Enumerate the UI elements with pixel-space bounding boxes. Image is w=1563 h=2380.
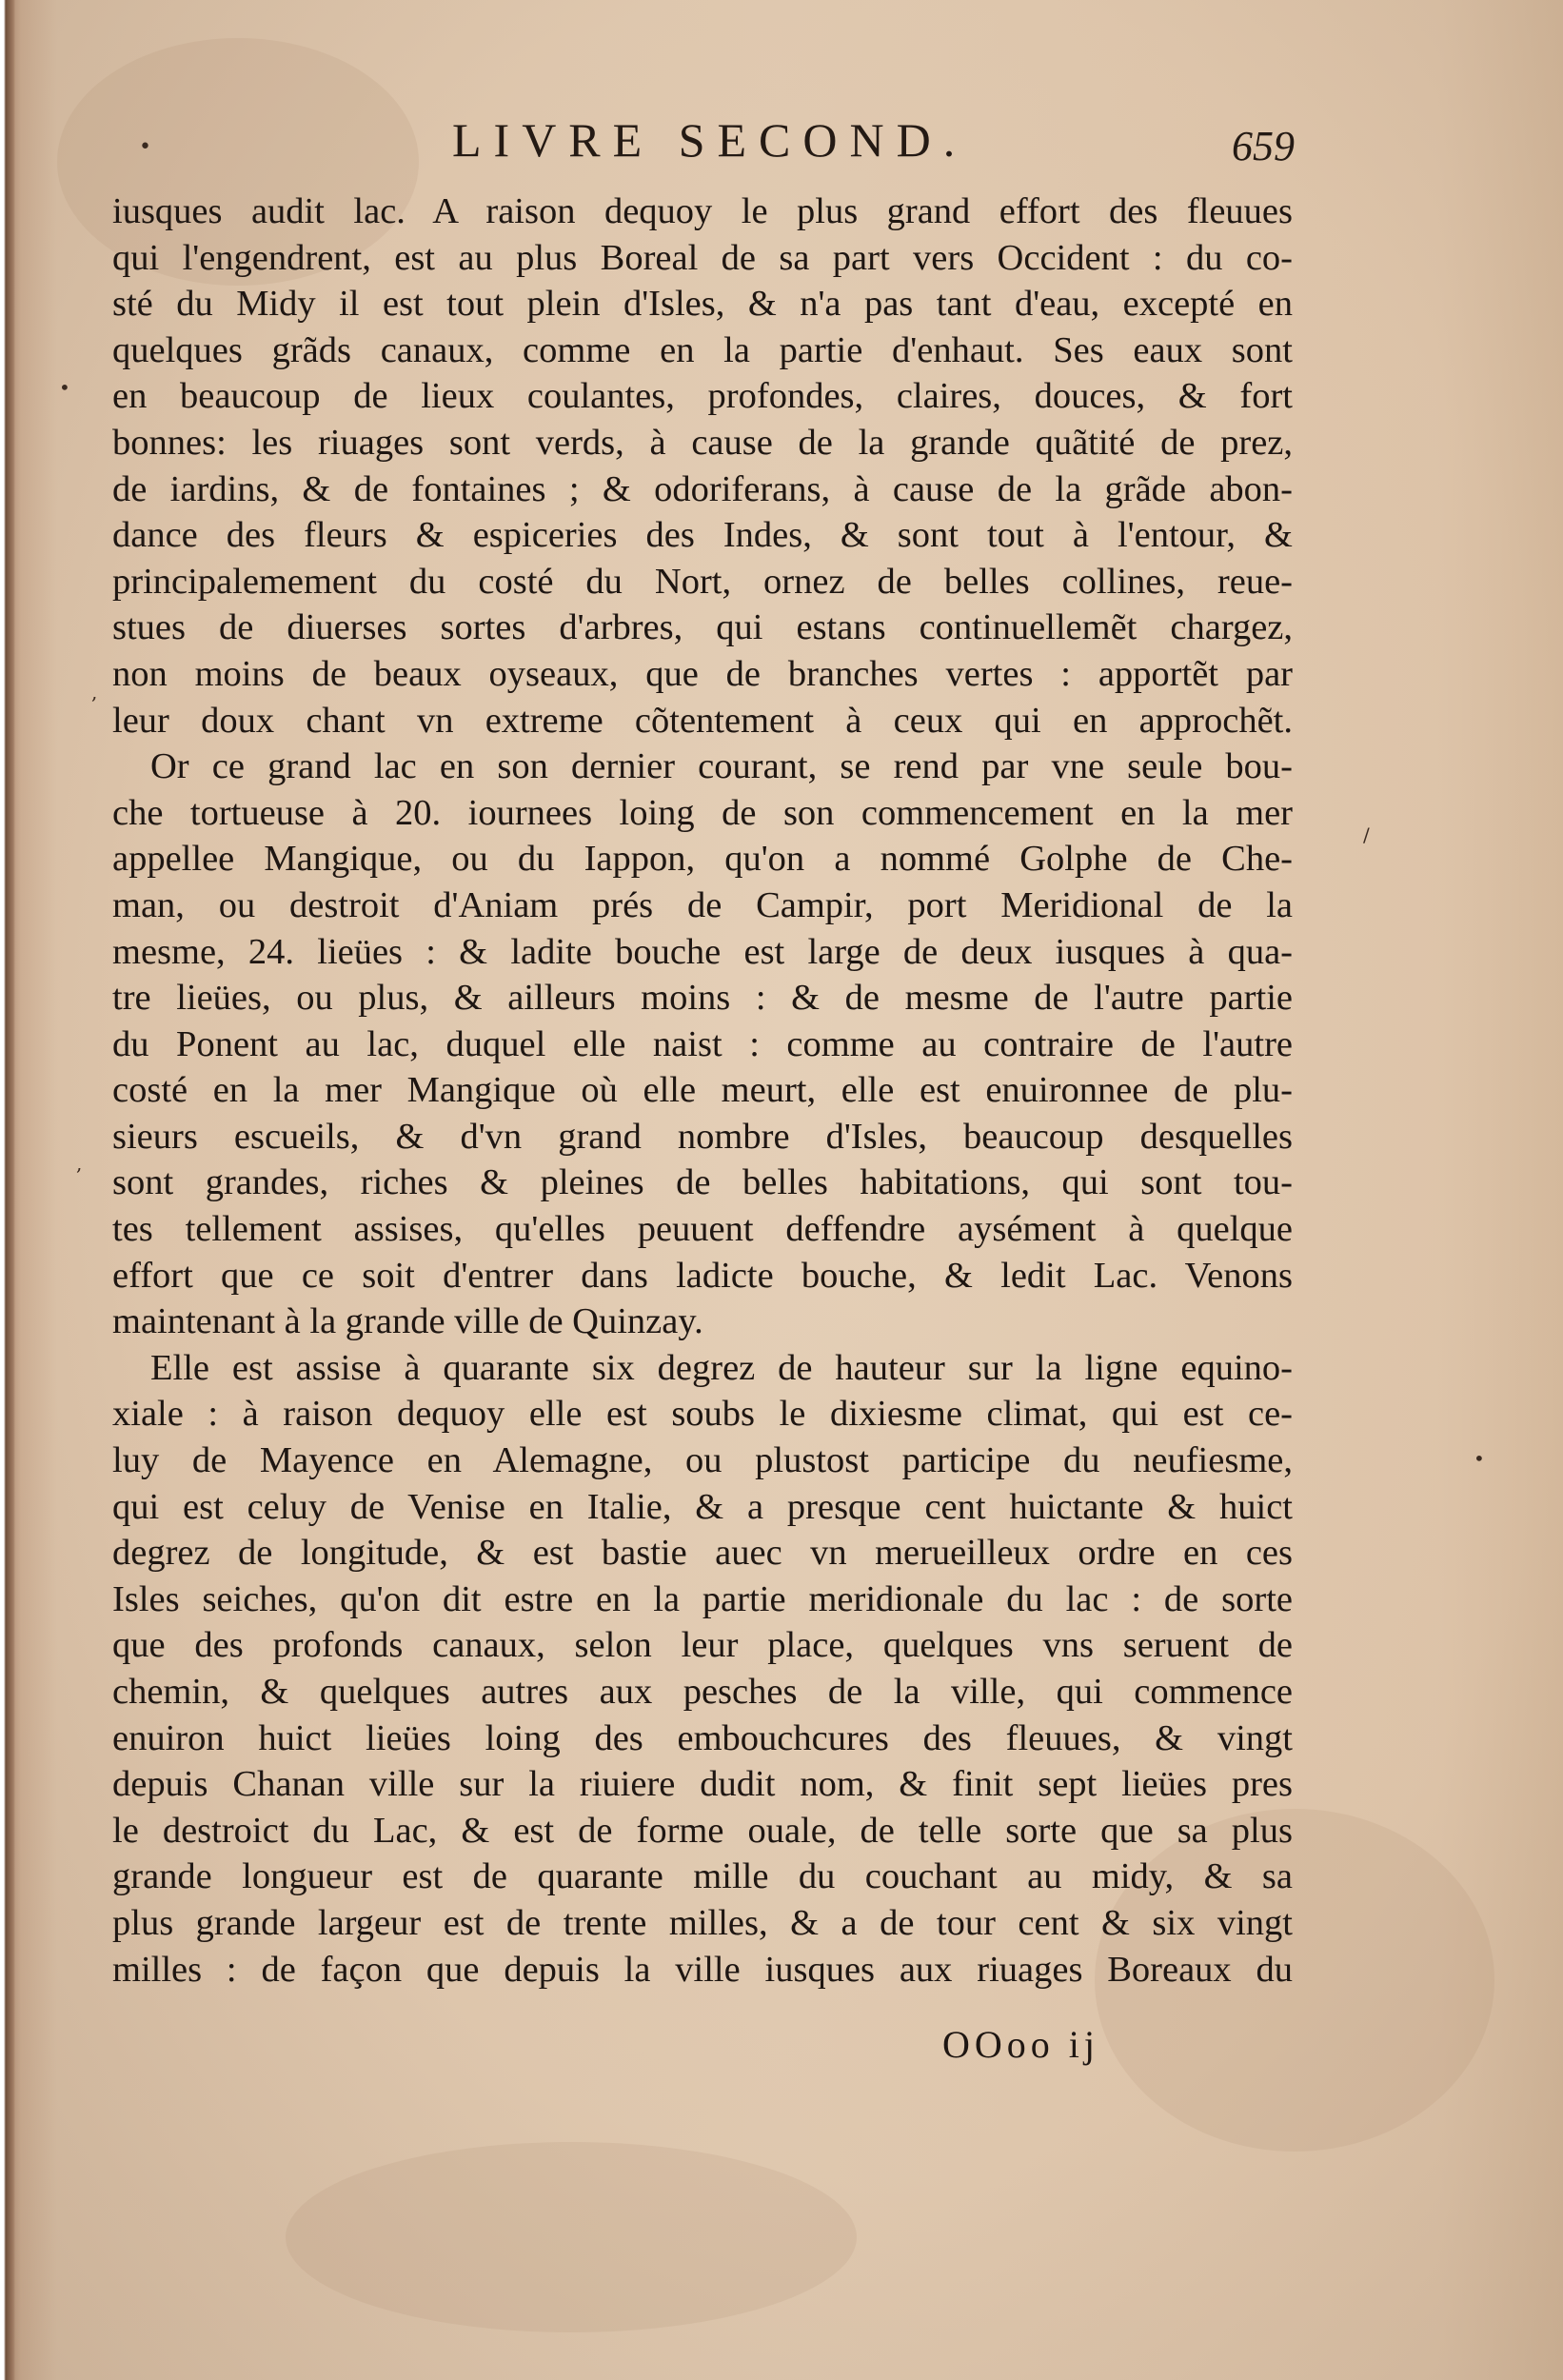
page-number: 659: [1232, 123, 1295, 169]
text-line: effort que ce soit d'entrer dans ladicte bouche, & ledit Lac. Venons: [112, 1255, 1293, 1296]
text-line: tre lieües, ou plus, & ailleurs moins : & de mesme de l'autre partie: [112, 978, 1293, 1019]
text-line: sté du Midy il est tout plein d'Isles, & n'a pas tant d'eau, excepté en: [112, 284, 1293, 325]
paragraph-start-line: Elle est assise à quarante six degrez de hauteur sur la ligne equino-: [150, 1347, 1293, 1388]
text-line: qui est celuy de Venise en Italie, & a presque cent huictante & huict: [112, 1486, 1293, 1527]
text-line: non moins de beaux oyseaux, que de branches vertes : apportẽt par: [112, 653, 1293, 694]
text-line: sont grandes, riches & pleines de belles habitations, qui sont tou-: [112, 1162, 1293, 1203]
text-line: bonnes: les riuages sont verds, à cause de la grande quãtité de prez,: [112, 422, 1293, 463]
text-line: iusques audit lac. A raison dequoy le plus grand effort des fleuues: [112, 191, 1293, 231]
ornament-dot: •: [139, 135, 151, 159]
margin-mark: ,: [76, 1152, 83, 1175]
text-line: de iardins, & de fontaines ; & odoriferans, à cause de la grãde abon-: [112, 468, 1293, 509]
margin-mark: •: [1474, 1447, 1485, 1470]
text-line: quelques grãds canaux, comme en la partie d'enhaut. Ses eaux sont: [112, 329, 1293, 370]
text-line: chemin, & quelques autres aux pesches de la ville, qui commence: [112, 1672, 1293, 1712]
text-line: que des profonds canaux, selon leur place, quelques vns seruent de: [112, 1625, 1293, 1666]
text-line: xiale : à raison dequoy elle est soubs le dixiesme climat, qui est ce-: [112, 1394, 1293, 1435]
running-head: LIVRE SECOND.: [452, 113, 968, 167]
text-line: stues de diuerses sortes d'arbres, qui estans continuellemẽt chargez,: [112, 607, 1293, 648]
text-line: mesme, 24. lieües : & ladite bouche est large de deux iusques à qua-: [112, 931, 1293, 972]
body-text: [112, 188, 1293, 1993]
text-line: dance des fleurs & espiceries des Indes, & sont tout à l'entour, &: [112, 515, 1293, 556]
text-line: costé en la mer Mangique où elle meurt, elle est enuironnee de plu-: [112, 1070, 1293, 1111]
text-line: Isles seiches, qu'on dit estre en la partie meridionale du lac : de sorte: [112, 1578, 1293, 1619]
margin-mark: /: [1363, 823, 1370, 846]
text-line: principalemement du costé du Nort, ornez de belles collines, reue-: [112, 561, 1293, 602]
page-binding-edge: [0, 0, 15, 2380]
text-line: man, ou destroit d'Aniam prés de Campir, port Meridional de la: [112, 884, 1293, 925]
text-line: du Ponent au lac, duquel elle naist : comme au contraire de l'autre: [112, 1023, 1293, 1064]
text-line: appellee Mangique, ou du Iappon, qu'on a nommé Golphe de Che-: [112, 839, 1293, 880]
paragraph-start-line: Or ce grand lac en son dernier courant, se rend par vne seule bou-: [150, 746, 1293, 787]
text-line: che tortueuse à 20. iournees loing de son commencement en la mer: [112, 792, 1293, 833]
text-line: degrez de longitude, & est bastie auec vn merueilleux ordre en ces: [112, 1533, 1293, 1574]
page-header: [114, 112, 1295, 179]
text-line: leur doux chant vn extreme cõtentement à ceux qui en approchẽt.: [112, 700, 1293, 741]
paper-stain: [286, 2142, 857, 2332]
text-line: luy de Mayence en Alemagne, ou plustost participe du neufiesme,: [112, 1440, 1293, 1481]
text-line: qui l'engendrent, est au plus Boreal de sa part vers Occident : du co-: [112, 237, 1293, 278]
text-line: sieurs escueils, & d'vn grand nombre d'Isles, beaucoup desquelles: [112, 1116, 1293, 1157]
signature-mark: OOoo ij: [942, 2023, 1099, 2066]
text-line: le destroict du Lac, & est de forme ouale, de telle sorte que sa plus: [112, 1810, 1293, 1851]
text-line: tes tellement assises, qu'elles peuuent deffendre aysément à quelque: [112, 1209, 1293, 1250]
text-line: depuis Chanan ville sur la riuiere dudit nom, & finit sept lieües pres: [112, 1764, 1293, 1805]
paragraph-end-line: maintenant à la grande ville de Quinzay.: [112, 1301, 703, 1342]
text-line: milles : de façon que depuis la ville iusques aux riuages Boreaux du: [112, 1949, 1293, 1990]
text-line: grande longueur est de quarante mille du couchant au midy, & sa: [112, 1856, 1293, 1897]
margin-mark: ,: [91, 681, 98, 704]
text-line: en beaucoup de lieux coulantes, profondes, claires, douces, & fort: [112, 376, 1293, 417]
text-line: plus grande largeur est de trente milles, & a de tour cent & six vingt: [112, 1902, 1293, 1943]
text-line: enuiron huict lieües loing des embouchcures des fleuues, & vingt: [112, 1717, 1293, 1758]
margin-mark: •: [59, 376, 70, 399]
